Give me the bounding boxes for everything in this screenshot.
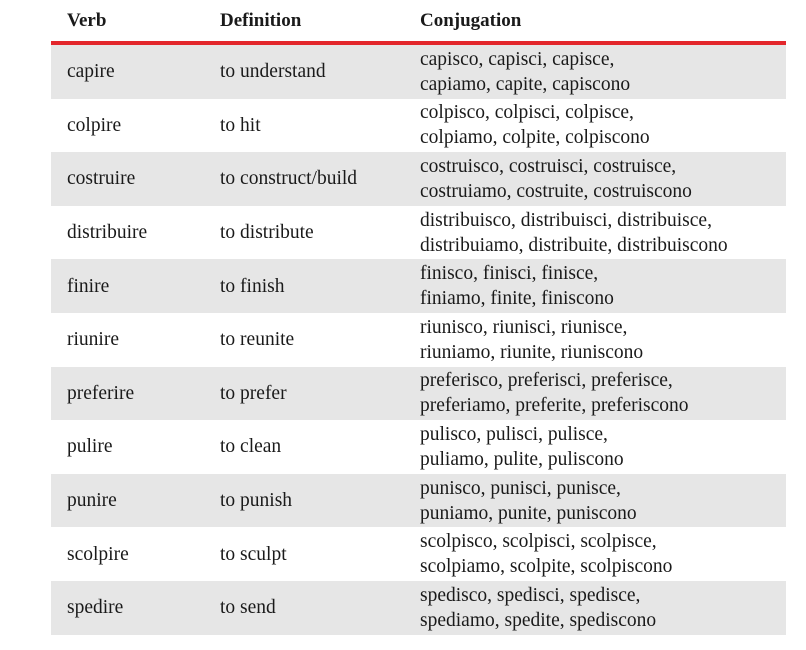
verb-cell: colpire	[67, 114, 122, 136]
conjugation-singular: costruisco, costruisci, costruisce,	[420, 155, 677, 177]
table-row	[51, 581, 786, 635]
table-header	[51, 0, 786, 43]
conjugation-singular: distribuisco, distribuisci, distribuisce,	[420, 209, 712, 231]
definition-cell: to clean	[220, 436, 282, 458]
conjugation-cell	[404, 367, 786, 421]
conjugation-cell	[404, 43, 786, 99]
table-row	[51, 206, 786, 260]
verb-cell: riunire	[67, 329, 119, 351]
conjugation-singular: preferisco, preferisci, preferisce,	[420, 370, 673, 392]
header-row	[51, 0, 786, 43]
conjugation-cell	[404, 206, 786, 260]
definition-cell: to prefer	[204, 367, 404, 421]
definition-cell: to punish	[204, 474, 404, 528]
conjugation-plural: capiamo, capite, capiscono	[420, 73, 631, 95]
verb-cell: distribuire	[67, 222, 148, 244]
conjugation-plural: riuniamo, riunite, riuniscono	[420, 341, 644, 363]
table-row	[51, 527, 786, 581]
table-row	[51, 313, 786, 367]
conjugation-cell	[404, 313, 786, 367]
definition-cell: to reunite	[220, 329, 295, 351]
verb-conjugation-table	[51, 0, 786, 635]
definition-cell: to understand	[204, 43, 404, 99]
verb-cell: costruire	[51, 152, 204, 206]
conjugation-singular: finisco, finisci, finisce,	[420, 263, 599, 285]
conjugation-cell	[404, 99, 786, 153]
definition-cell: to distribute	[220, 222, 314, 244]
conjugation-cell	[404, 152, 786, 206]
table-row	[51, 367, 786, 421]
conjugation-singular: spedisco, spedisci, spedisce,	[420, 584, 641, 606]
conjugation-plural: distribuiamo, distribuite, distribuiscono	[420, 234, 728, 256]
conjugation-cell	[404, 581, 786, 635]
table-row	[51, 259, 786, 313]
conjugation-singular: riunisco, riunisci, riunisce,	[420, 316, 628, 338]
definition-cell: to construct/build	[204, 152, 404, 206]
header-definition: Definition	[204, 0, 404, 43]
conjugation-singular: scolpisco, scolpisci, scolpisce,	[420, 531, 657, 553]
definition-cell: to finish	[204, 259, 404, 313]
conjugation-singular: capisco, capisci, capisce,	[420, 48, 615, 70]
conjugation-cell	[404, 259, 786, 313]
table-row	[51, 99, 786, 153]
verb-cell: capire	[51, 43, 204, 99]
definition-cell: to sculpt	[220, 543, 287, 565]
conjugation-plural: puniamo, punite, puniscono	[420, 502, 637, 524]
verb-cell: finire	[51, 259, 204, 313]
conjugation-cell	[404, 474, 786, 528]
conjugation-plural: puliamo, pulite, puliscono	[420, 448, 624, 470]
conjugation-plural: scolpiamo, scolpite, scolpiscono	[420, 556, 673, 578]
conjugation-cell	[404, 527, 786, 581]
conjugation-plural: costruiamo, costruite, costruiscono	[420, 180, 692, 202]
header-verb: Verb	[51, 0, 204, 43]
verb-conjugation-table-container	[51, 0, 786, 635]
conjugation-plural: colpiamo, colpite, colpiscono	[420, 127, 650, 149]
verb-cell: preferire	[51, 367, 204, 421]
table-row	[51, 474, 786, 528]
conjugation-singular: punisco, punisci, punisce,	[420, 477, 621, 499]
conjugation-cell	[404, 420, 786, 474]
verb-cell: scolpire	[67, 543, 129, 565]
verb-cell: punire	[51, 474, 204, 528]
conjugation-plural: preferiamo, preferite, preferiscono	[420, 395, 689, 417]
verb-cell: spedire	[51, 581, 204, 635]
definition-cell: to hit	[220, 114, 261, 136]
definition-cell: to send	[204, 581, 404, 635]
conjugation-singular: colpisco, colpisci, colpisce,	[420, 102, 634, 124]
conjugation-plural: finiamo, finite, finiscono	[420, 288, 614, 310]
header-conjugation: Conjugation	[404, 0, 786, 43]
conjugation-plural: spediamo, spedite, spediscono	[420, 609, 657, 631]
table-row	[51, 43, 786, 99]
conjugation-singular: pulisco, pulisci, pulisce,	[420, 423, 608, 445]
table-row	[51, 420, 786, 474]
verb-cell: pulire	[67, 436, 113, 458]
table-body	[51, 43, 786, 635]
table-row	[51, 152, 786, 206]
